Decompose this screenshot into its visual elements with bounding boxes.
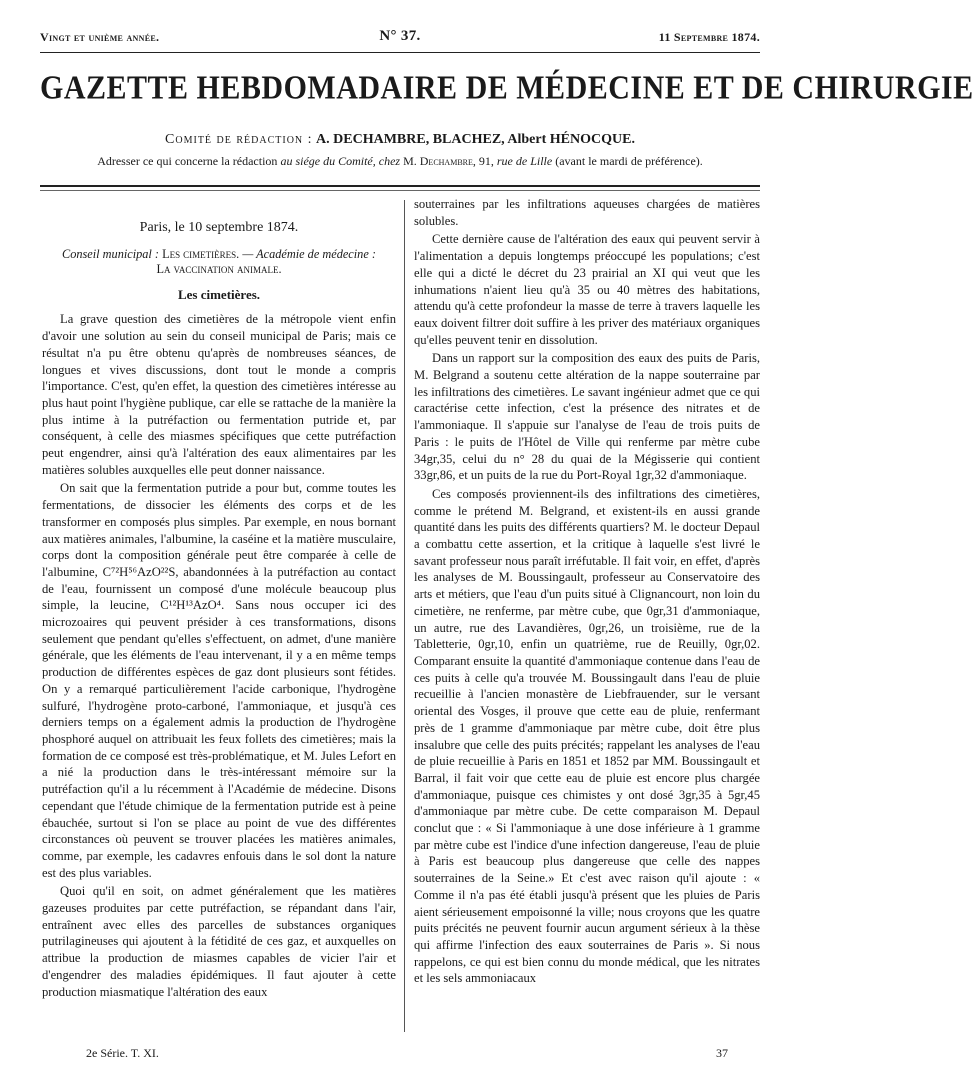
paragraph: Ces composés proviennent-ils des infiltrations des cimetières, comme le prétend M. Belgrand, et existent-ils en aussi grande quantité dans les puits des différents quartiers? M. le docteur Depaul a combattu cette assertion, et la critique à laquelle s'est livré le savant professeur nous paraît irréfutable. Il fait voir, en effet, d'après les analyses de M. Boussingault, professeur au Conservatoire des arts et métiers, que l'eau d'un puits situé à Clignancourt, non loin du cimetière, ne renferme, par mètre cube, que 0gr,31 d'ammoniaque, un autre, rue des Lavandières, 0gr,26, un troisième, rue de la Tabletterie, 0gr,10, enfin un quatrième, rue de Reuilly, 0gr,02. Comparant ensuite la quantité d'ammoniaque contenue dans l'eau de ces puits à celle qu'a trouvée M. Boussingault dans l'eau de pluie recueillie à l'ancien monastère de Liebfrauender, sur le versant oriental des Vosges, il prouve que cette eau de pluie, renfermant près de 1 gramme d'ammoniaque par mètre cube, doit être plus insalubre que celle des puits précités; rappelant les analyses de l'eau de pluie recueillie à Paris en 1851 et 1852 par MM. Boussingault et Barral, il fait voir que cette eau de pluie est encore plus chargée d'ammoniaque, puisque ces chimistes y ont dosé 3gr,35 à 5gr,45 d'ammoniaque par mètre cube. De cette comparaison M. Depaul conclut que : « Si l'ammoniaque à une dose inférieure à 1 gramme par mètre cube est l'indice d'une infection dangereuse, l'eau de pluie à Paris est beaucoup plus dangereuse que celle des nappes souterraines de la Seine.» Et c'est avec raison qu'il ajoute : « Comme il n'a pas été établi jusqu'à présent que les pluies de Paris aient sérieusement empoisonné la ville; nous croyons que les quatre puits précités ne peuvent fournir aucun argument sérieux à la thèse qui affirme l'infection des eaux souterraines de Paris ». Si nous rappelons, ce qui est bien connu du monde médical, que les nitrates et les sels ammoniacaux (414, 486, 760, 986)
issue-number: N° 37. (379, 28, 421, 44)
address-part: au siége du Comité, chez (280, 154, 404, 168)
masthead-rule-thick (40, 185, 760, 187)
paragraph: Cette dernière cause de l'altération des eaux qui peuvent servir à l'alimentation a depuis longtemps préoccupé les populations; c'est elle qui a dicté le décret du 23 prairial an XI qui veut que les inhumations n'aient lieu qu'à 35 ou 40 mètres des habitations, attendu qu'à cette profondeur la masse de terre à travers laquelle les eaux doivent filtrer doit suffire à les priver des matériaux organiques qu'elles peuvent tenir en dissolution. (414, 232, 760, 347)
subject-part: Conseil municipal : (62, 246, 163, 261)
masthead-rule-thin (40, 190, 760, 191)
subjects-summary (42, 247, 396, 277)
address-part: (avant le mardi de préférence). (552, 154, 703, 168)
address-part: M. Dechambre (403, 154, 473, 168)
issue-date: 11 Septembre 1874. (658, 30, 760, 44)
committee-label: Comité de rédaction : (165, 132, 313, 147)
paragraph: Quoi qu'il en soit, on admet généralement que les matières gazeuses produites par cette putréfaction, se répandant dans l'air, entraînent avec elles des parcelles de substances organiques putrilagineuses qui ajoutent à la fétidité de ces gaz, et auxquelles on attribue la production de miasmes capables de vicier l'air et d'engendrer des maladies épidémiques. Il faut ajouter à cette production miasmatique l'altération des eaux (42, 884, 396, 999)
subject-part: Les cimetières. (162, 246, 240, 261)
masthead-title: GAZETTE HEBDOMADAIRE DE MÉDECINE ET DE CHIRURGIE (40, 69, 974, 107)
editorial-committee (40, 132, 760, 148)
paragraph: On sait que la fermentation putride a pour but, comme toutes les fermentations, de dissocier les éléments des corps et de les transformer en composés plus simples. Par exemple, en nous bornant aux matières animales, l'albumine, la caséine et la matière musculaire, corps dont la composition générale peut être comparée à celle de l'albumine, C⁷²H⁵⁶AzO²²S, abandonnées à la putréfaction au contact de l'eau, fournissent un composé d'une molécule beaucoup plus simple, la leucine, C¹²H¹³AzO⁴. Sans nous occuper ici des microzoaires qui peuvent présider à ces transformations, disons seulement que pendant qu'elles s'effectuent, on admet, d'une manière générale, que les éléments de l'eau intervenant, il y a en même temps production de différentes espèces de gaz dont plusieurs sont fétides. On y a remarqué particulièrement l'acide carbonique, l'hydrogène sulfuré, l'hydrogène proto-carboné, l'ammoniaque, et jusqu'à ces derniers temps on a également admis la production de l'hydrogène phosphoré auquel on attribuait les feux follets des cimetières; mais la formation de ce composé est très-problématique, et M. Jules Lefort en a nié la production dans le très-intéressant mémoire sur la putréfaction qu'il a lu récemment à l'Académie de médecine. Disons cependant que l'étude chimique de la fermentation putride est à peine ébauchée, surtout si l'on se place au point de vue des différentes circonstances où peuvent se trouver placées les matières animales, comme, par exemple, les cadavres enfouis dans le sol dont la nature est des plus variables. (42, 481, 396, 880)
address-part: , 91, (472, 154, 497, 168)
volume-year: Vingt et unième année. (40, 30, 160, 44)
address-part: Adresser ce qui concerne la rédaction (97, 154, 281, 168)
dateline: Paris, le 10 septembre 1874. (139, 220, 299, 235)
page-number: 37 (716, 1046, 728, 1060)
editorial-address (40, 154, 760, 169)
right-column (414, 196, 760, 989)
committee-names: A. DECHAMBRE, BLACHEZ, Albert HÉNOCQUE. (316, 132, 635, 147)
header-rule (40, 52, 760, 53)
subject-part: — Académie de médecine : (239, 246, 376, 261)
paragraph: Dans un rapport sur la composition des eaux des puits de Paris, M. Belgrand a soutenu cette altération de la nappe souterraine par les infiltrations des cimetières. Le savant ingénieur admet que ce qui caractérise cette infection, c'est la présence des nitrates et de l'ammoniaque. Il s'appuie sur l'analyse de l'eau de trois puits de Paris : le puits de l'Hôtel de Ville qui renferme par mètre cube 34gr,35, celui du n° 28 du quai de la Mégisserie qui contient 33gr,86, et un puits de la rue du Port-Royal 1gr,32 d'ammoniaque. (414, 351, 760, 483)
left-column (42, 196, 396, 1002)
series-volume: 2e Série. T. XI. (86, 1046, 159, 1060)
subject-part: La vaccination animale. (156, 261, 282, 276)
section-title: Les cimetières. (177, 286, 261, 302)
paragraph: La grave question des cimetières de la métropole vient enfin d'avoir une solution au sein du conseil municipal de Paris; mais ce résultat n'a pu être obtenu qu'après de nombreuses séances, de longues et vives discussions, dont tout le monde a compris l'importance. C'est, qu'en effet, la question des cimetières intéresse au plus haut point l'hygiène publique, car elle se rattache de la manière la plus intime à la putréfaction ou fermentation putride et, par conséquent, à celle des miasmes spécifiques que cette putréfaction peut engendrer, ainsi qu'à l'altération des eaux alimentaires par les matières solubles auxquelles elle peut donner naissance. (42, 312, 396, 477)
column-divider (404, 200, 405, 1032)
top-header-line (40, 30, 760, 48)
address-part: rue de Lille (496, 154, 553, 168)
paragraph: souterraines par les infiltrations aqueuses chargées de matières solubles. (414, 197, 760, 228)
